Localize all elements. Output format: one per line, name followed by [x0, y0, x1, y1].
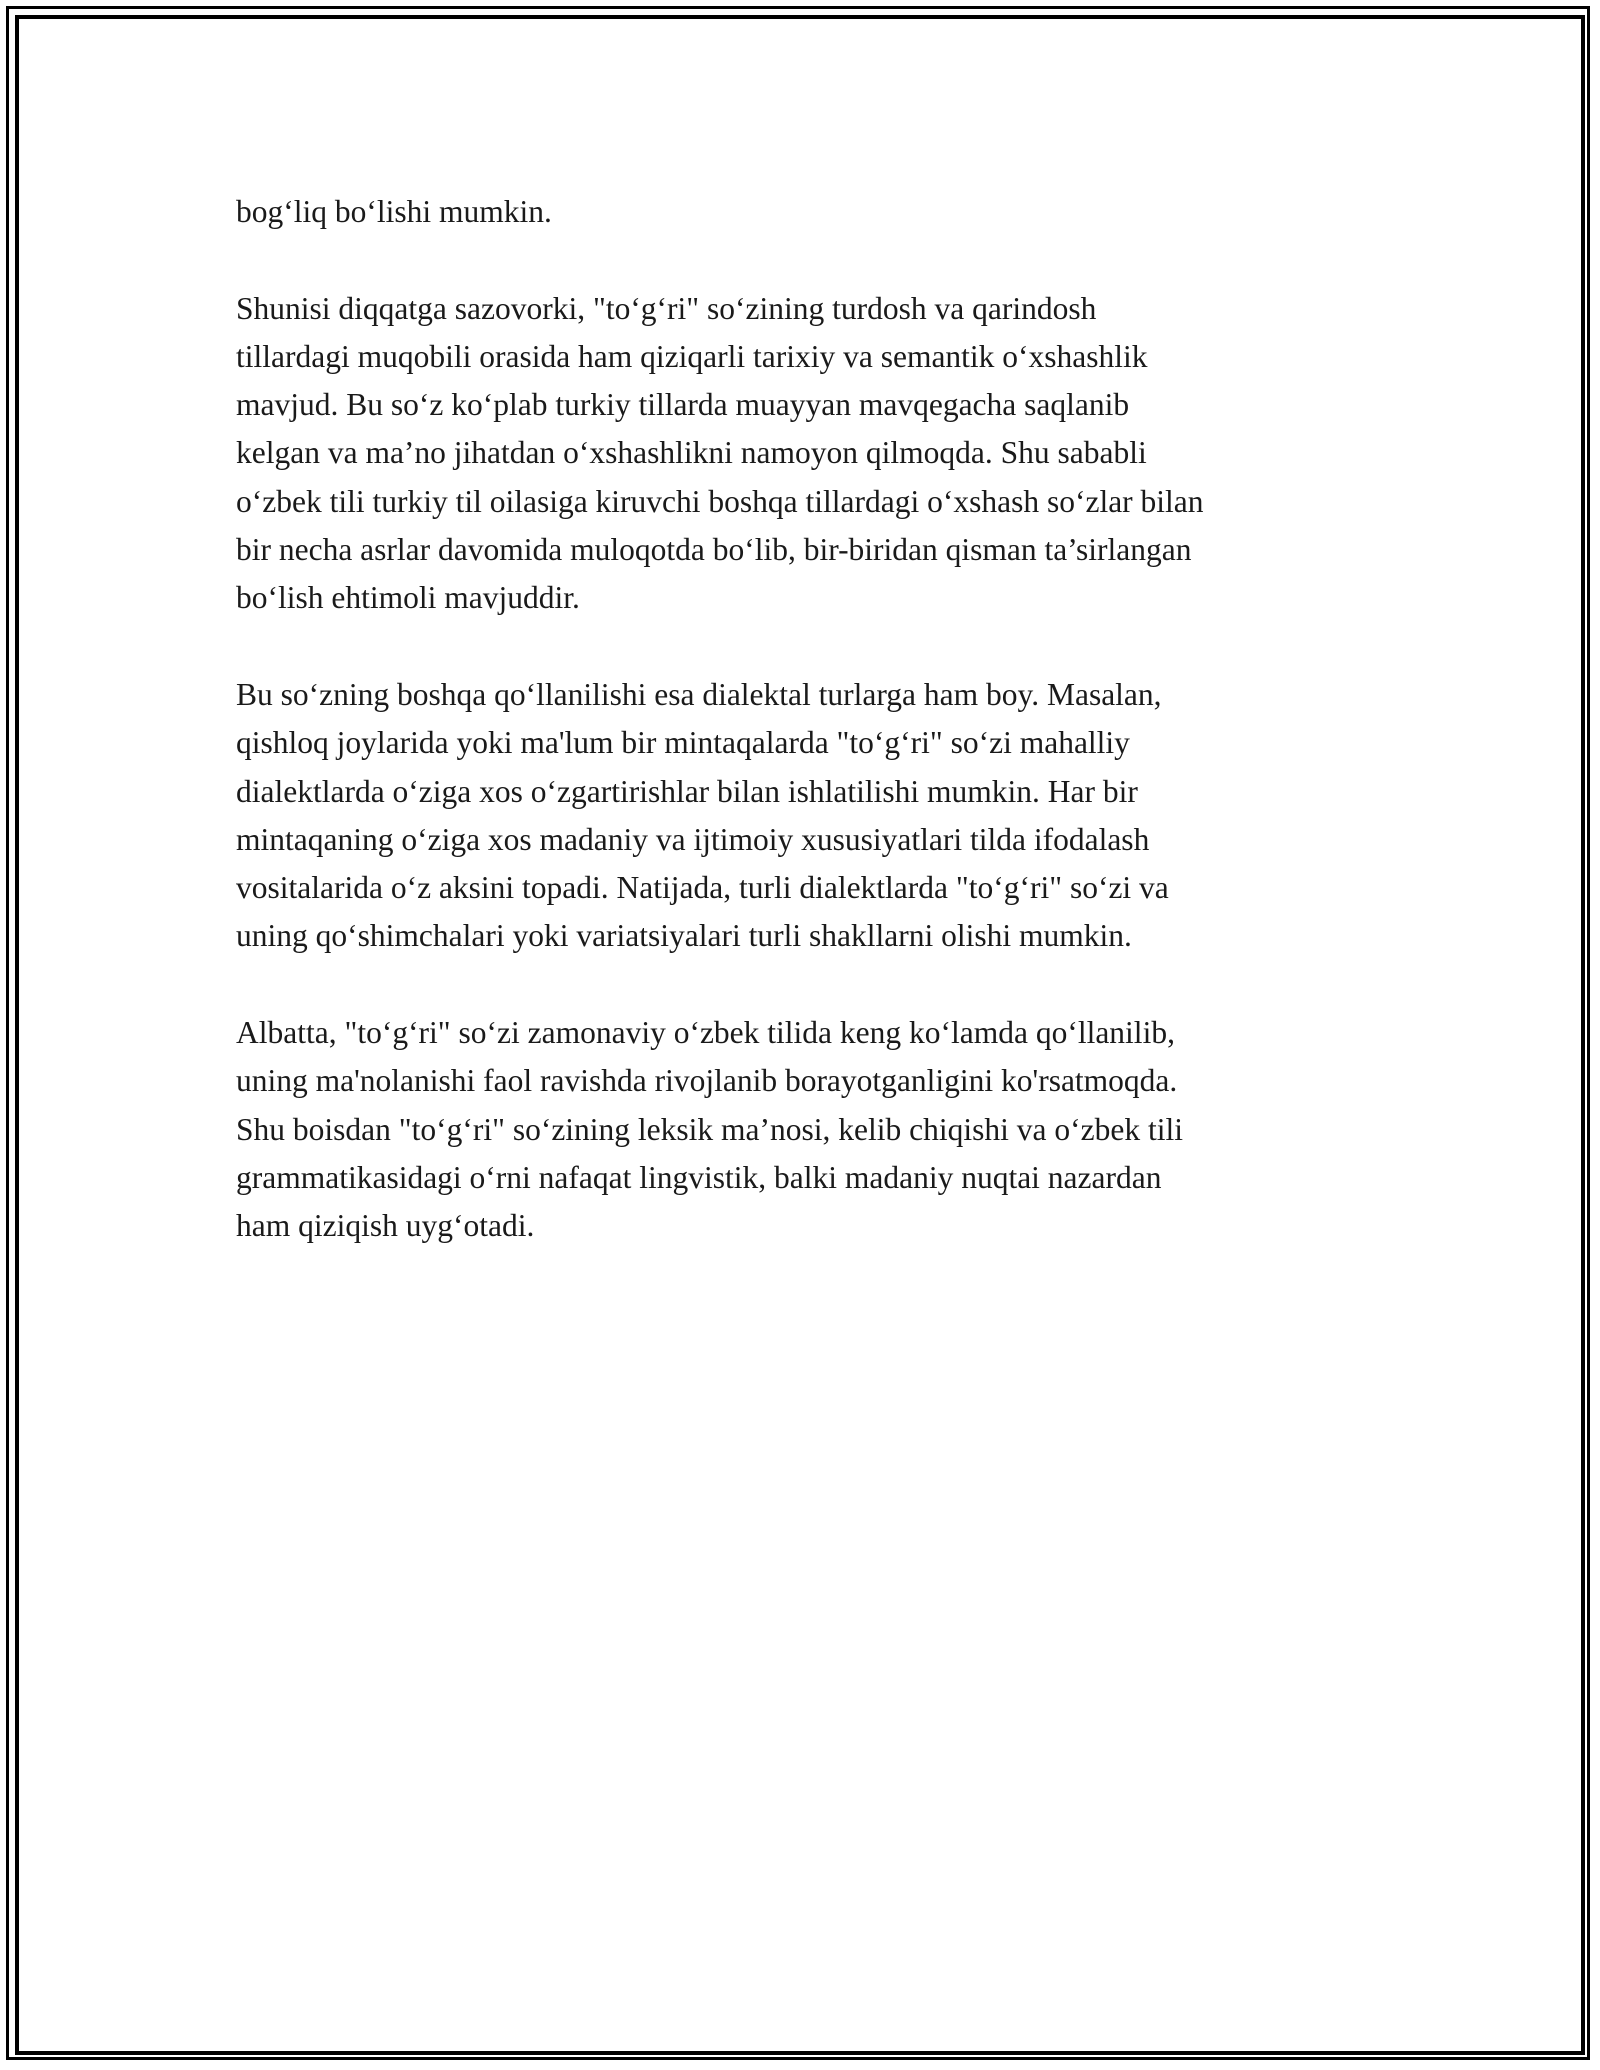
text-line: bir necha asrlar davomida muloqotda bo‘lib, bir-biridan qisman ta’sirlangan [236, 532, 1192, 568]
document-body [236, 188, 1396, 1299]
text-line: bo‘lish ehtimoli mavjuddir. [236, 580, 580, 616]
paragraph-1 [236, 188, 1396, 236]
text-line: Bu so‘zning boshqa qo‘llanilishi esa dialektal turlarga ham boy. Masalan, [236, 676, 1162, 712]
text-line: uning qo‘shimchalari yoki variatsiyalari turli shakllarni olishi mumkin. [236, 918, 1132, 954]
text-line: grammatikasidagi o‘rni nafaqat lingvistik, balki madaniy nuqtai nazardan [236, 1159, 1162, 1195]
text-line: Shu boisdan "to‘g‘ri" so‘zining leksik ma’nosi, kelib chiqishi va o‘zbek tili [236, 1111, 1183, 1147]
text-line: Shunisi diqqatga sazovorki, "to‘g‘ri" so‘zining turdosh va qarindosh [236, 290, 1097, 326]
text-line: ham qiziqish uyg‘otadi. [236, 1208, 535, 1244]
paragraph-2 [236, 285, 1396, 623]
text-line: mavjud. Bu so‘z ko‘plab turkiy tillarda muayyan mavqegacha saqlanib [236, 387, 1130, 423]
text-line: uning ma'nolanishi faol ravishda rivojlanib borayotganligini ko'rsatmoqda. [236, 1063, 1178, 1099]
text-line: bog‘liq bo‘lishi mumkin. [236, 194, 552, 229]
text-line: vositalarida o‘z aksini topadi. Natijada, turli dialektlarda "to‘g‘ri" so‘zi va [236, 870, 1169, 906]
text-line: Albatta, "to‘g‘ri" so‘zi zamonaviy o‘zbek tilida keng ko‘lamda qo‘llanilib, [236, 1015, 1175, 1051]
paragraph-4 [236, 1009, 1396, 1250]
text-line: tillardagi muqobili orasida ham qiziqarli tarixiy va semantik o‘xshashlik [236, 338, 1148, 374]
text-line: kelgan va ma’no jihatdan o‘xshashlikni namoyon qilmoqda. Shu sababli [236, 435, 1147, 471]
paragraph-3 [236, 671, 1396, 961]
text-line: dialektlarda o‘ziga xos o‘zgartirishlar bilan ishlatilishi mumkin. Har bir [236, 773, 1138, 809]
text-line: o‘zbek tili turkiy til oilasiga kiruvchi boshqa tillardagi o‘xshash so‘zlar bilan [236, 483, 1204, 519]
text-line: mintaqaning o‘ziga xos madaniy va ijtimoiy xususiyatlari tilda ifodalash [236, 821, 1150, 857]
text-line: qishloq joylarida yoki ma'lum bir mintaqalarda "to‘g‘ri" so‘zi mahalliy [236, 725, 1130, 761]
